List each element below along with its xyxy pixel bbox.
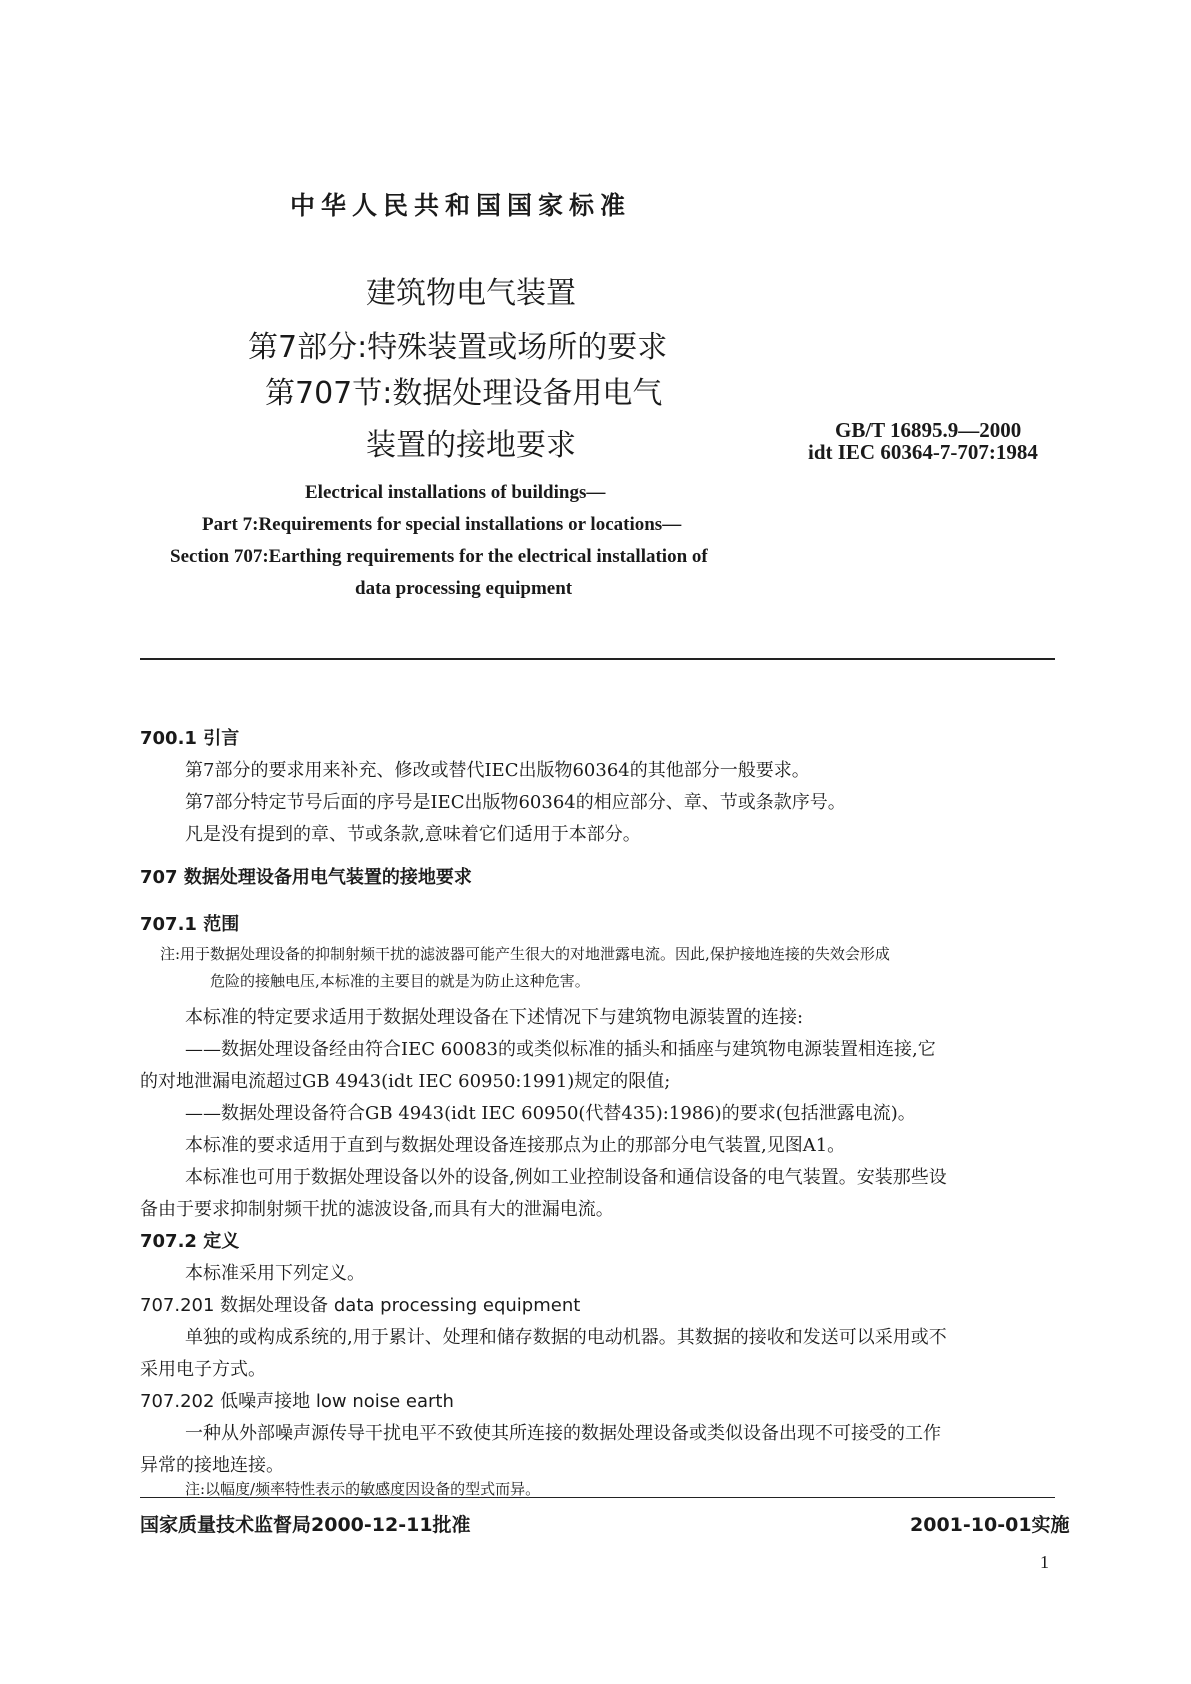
effective-date: 2001-10-01实施 [910,1514,1070,1536]
standard-code: GB/T 16895.9—2000 [835,418,1022,442]
section-707-1-para-5-line-1: 本标准也可用于数据处理设备以外的设备,例如工业控制设备和通信设备的电气装置。安装那些设 [185,1167,947,1188]
section-700-1-heading: 700.1 引言 [140,728,240,749]
section-707-1-note-line-1: 注:用于数据处理设备的抑制射频干扰的滤波器可能产生很大的对地泄露电流。因此,保护接地连接的失效会形成 [160,945,890,963]
section-707-202-para-line-2: 异常的接地连接。 [140,1455,284,1476]
standard-equivalence: idt IEC 60364-7-707:1984 [808,440,1038,464]
section-707-201-para-line-2: 采用电子方式。 [140,1359,266,1380]
section-707-202-note: 注:以幅度/频率特性表示的敏感度因设备的型式而异。 [185,1480,541,1498]
section-707-1-para-2-line-2: 的对地泄漏电流超过GB 4943(idt IEC 60950:1991)规定的限值; [140,1071,671,1092]
section-707-1-heading: 707.1 范围 [140,914,240,935]
title-line-4: 装置的接地要求 [366,428,576,463]
section-707-heading: 707 数据处理设备用电气装置的接地要求 [140,867,472,888]
section-707-1-note-line-2: 危险的接触电压,本标准的主要目的就是为防止这种危害。 [210,972,590,990]
english-title-line-2: Part 7:Requirements for special installations or locations— [202,514,682,535]
section-707-201-heading: 707.201 数据处理设备 data processing equipment [140,1295,581,1316]
section-707-202-para-line-1: 一种从外部噪声源传导干扰电平不致使其所连接的数据处理设备或类似设备出现不可接受的工作 [185,1423,941,1444]
title-line-2: 第7部分:特殊装置或场所的要求 [248,330,668,365]
section-700-1-para-1: 第7部分的要求用来补充、修改或替代IEC出版物60364的其他部分一般要求。 [185,760,810,781]
english-title-line-1: Electrical installations of buildings— [305,482,606,503]
page-number: 1 [1040,1552,1049,1572]
section-700-1-para-2: 第7部分特定节号后面的序号是IEC出版物60364的相应部分、章、节或条款序号。 [185,792,846,813]
english-title-line-4: data processing equipment [355,578,573,599]
section-707-201-para-line-1: 单独的或构成系统的,用于累计、处理和储存数据的电动机器。其数据的接收和发送可以采用或不 [185,1327,947,1348]
section-700-1-para-3: 凡是没有提到的章、节或条款,意味着它们适用于本部分。 [185,824,641,845]
title-line-3: 第707节:数据处理设备用电气 [265,376,663,411]
section-707-1-para-1: 本标准的特定要求适用于数据处理设备在下述情况下与建筑物电源装置的连接: [185,1007,804,1028]
english-title-line-3: Section 707:Earthing requirements for the electrical installation of [170,546,708,567]
section-707-1-para-2-line-1: ——数据处理设备经由符合IEC 60083的或类似标准的插头和插座与建筑物电源装置相连接,它 [185,1039,936,1060]
section-707-2-heading: 707.2 定义 [140,1231,240,1252]
national-standard-heading: 中华人民共和国国家标准 [290,191,632,220]
section-707-202-heading: 707.202 低噪声接地 low noise earth [140,1391,454,1412]
section-707-1-para-5-line-2: 备由于要求抑制射频干扰的滤波设备,而具有大的泄漏电流。 [140,1199,614,1220]
title-line-1: 建筑物电气装置 [366,276,576,311]
section-707-1-para-4: 本标准的要求适用于直到与数据处理设备连接那点为止的那部分电气装置,见图A1。 [185,1135,846,1156]
footer-divider [140,1497,1055,1498]
header-divider [140,658,1055,660]
section-707-1-para-3: ——数据处理设备符合GB 4943(idt IEC 60950(代替435):1986)的要求(包括泄露电流)。 [185,1103,916,1124]
section-707-2-para-1: 本标准采用下列定义。 [185,1263,365,1284]
approval-date: 国家质量技术监督局2000-12-11批准 [140,1514,471,1536]
